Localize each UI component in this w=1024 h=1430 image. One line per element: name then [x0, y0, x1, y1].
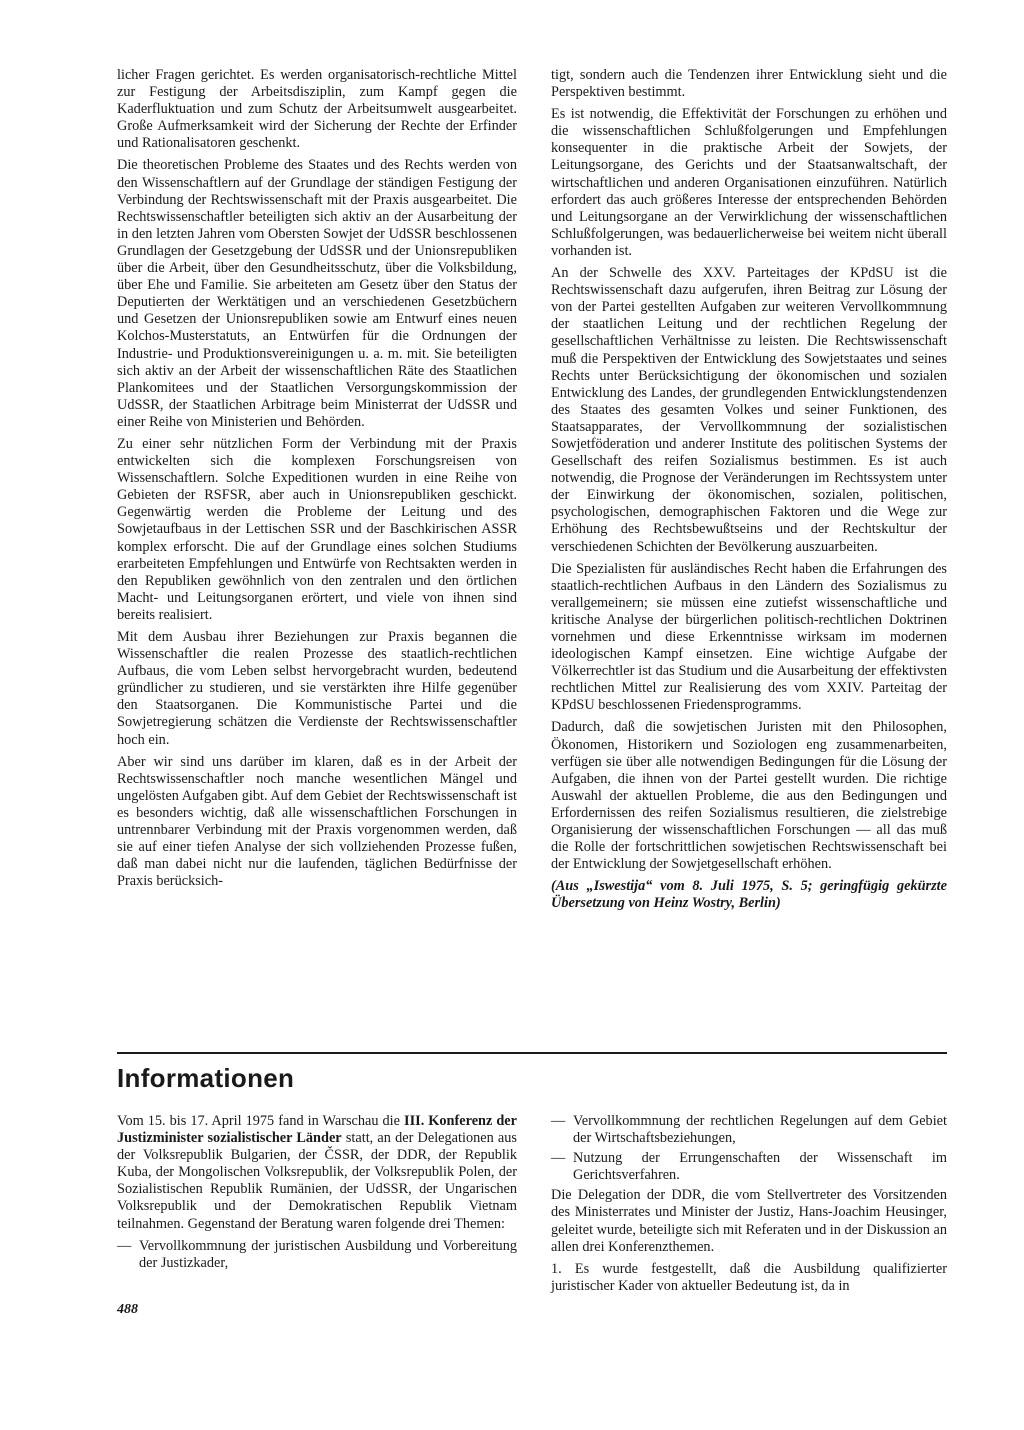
- paragraph: Die Spezialisten für ausländisches Recht haben die Erfahrungen des staatlich-rechtlichen Aufbaus in den Ländern des Sozialismus zu verallgemeinern; sie müssen eine zutiefst wissenschaftliche und kritische Analyse der bürgerlichen politisch-rechtlichen Doktrinen vornehmen und diese Erkenntnisse wirksam im modernen ideologischen Kampf einsetzen. Eine wichtige Aufgabe der Völkerrechtler ist das Studium und die Ausarbeitung der effektivsten rechtlichen Mittel zur Realisierung des vom XXIV. Parteitag der KPdSU beschlossenen Friedensprogramms.: [551, 560, 947, 714]
- section-title: Informationen: [117, 1063, 295, 1093]
- list-item: [117, 1238, 517, 1272]
- paragraph: Die theoretischen Probleme des Staates und des Rechts werden von den Wissenschaftlern auf der Grundlage der ständigen Festigung der Verbindung der Rechtswissenschaft mit der Praxis ausgearbeitet. Die Rechtswissenschaftler beteiligten sich aktiv an der Ausarbeitung der in den letzten Jahren vom Obersten Sowjet der UdSSR beschlossenen Grundlagen der Gesetzgebung der UdSSR und der Unionsrepubliken über die Arbeit, über den Gesundheitsschutz, über die Volksbildung, über Ehe und Familie. Sie arbeiteten am Gesetz über den Status der Deputierten der Werktätigen und an verschiedenen Gesetzbüchern und Gesetzen der Unionsrepubliken sowie am Entwurf eines neuen Kolchos-Musterstatuts, an Entwürfen für die Ordnungen der Industrie- und Produktionsvereinigungen u. a. m. mit. Sie beteiligten sich aktiv an der Arbeit der wissenschaftlichen Räte des Staatlichen Plankomitees und der Staatlichen Versorgungskommission der UdSSR, der Staatlichen Arbitrage beim Ministerrat der UdSSR und einer Reihe von Ministerien und Behörden.: [117, 157, 517, 430]
- intro-start: Vom 15. bis 17. April 1975 fand in Warschau die: [117, 1113, 400, 1129]
- paragraph: Dadurch, daß die sowjetischen Juristen mit den Philosophen, Ökonomen, Historikern und Soziologen eng zusammenarbeiten, verfügen sie über alle notwendigen Bedingungen für die Lösung der Aufgaben, die ihnen von der Partei gestellt wurden. Die richtige Auswahl der aktuellen Probleme, die aus den Bedingungen und Erfordernissen des reifen Sozialismus resultieren, die zielstrebige Organisierung der wissenschaftlichen Forschungen — all das muß die Rolle der fortschrittlichen sowjetischen Rechtswissenschaft bei der Entwicklung der Sowjetgesellschaft erhöhen.: [551, 719, 947, 873]
- informationen-left-column: [117, 1113, 517, 1275]
- dash-bullet: —: [551, 1150, 566, 1167]
- paragraph: Zu einer sehr nützlichen Form der Verbindung mit der Praxis entwickelten sich die komplexen Forschungsreisen von Wissenschaftlern. Solche Expeditionen wurden in eine Reihe von Gebieten der RSFSR, aber auch in Unionsrepubliken geschickt. Gegenwärtig werden die Probleme der Leitung und des Sowjetaufbaus in der Lettischen SSR und der Baschkirischen ASSR komplex erforscht. Die auf der Grundlage eines solchen Studiums erarbeiteten Empfehlungen und Entwürfe von Rechtsakten werden in den Republiken gewöhnlich von den zentralen und den örtlichen Macht- und Leitungsorganen erörtert, und viele von ihnen sind bereits realisiert.: [117, 435, 517, 623]
- theme-text: Vervollkommnung der rechtlichen Regelungen auf dem Gebiet der Wirtschaftsbeziehungen,: [573, 1113, 947, 1147]
- list-item: [551, 1113, 947, 1147]
- theme-text: Nutzung der Errungenschaften der Wissenschaft im Gerichtsverfahren.: [573, 1150, 947, 1184]
- dash-bullet: —: [117, 1237, 132, 1254]
- list-item: [551, 1150, 947, 1184]
- paragraph: Aber wir sind uns darüber im klaren, daß es in der Arbeit der Rechtswissenschaftler noch manche wesentlichen Mängel und ungelösten Aufgaben gibt. Auf dem Gebiet der Rechtswissenschaft ist es besonders wichtig, daß alle wissenschaftlichen Forschungen in untrennbarer Verbindung mit der Praxis vorgenommen werden, daß sie auf einer tiefen Analyse der sich vollziehenden Prozesse fußen, daß man dabei nicht nur die laufenden, täglichen Bedürfnisse der Praxis berücksich-: [117, 753, 517, 890]
- point-1-paragraph: 1. Es wurde festgestellt, daß die Ausbildung qualifizierter juristischer Kader von aktueller Bedeutung ist, da in: [551, 1260, 947, 1294]
- article-right-column: [551, 67, 947, 918]
- source-note: (Aus „Iswestija“ vom 8. Juli 1975, S. 5; geringfügig gekürzte Übersetzung von Heinz Wostry, Berlin): [551, 878, 947, 912]
- delegation-paragraph: Die Delegation der DDR, die vom Stellvertreter des Vorsitzenden des Ministerrates und Minister der Justiz, Hans-Joachim Heusinger, geleitet wurde, beteiligte sich mit Referaten und in der Diskussion an allen drei Konferenzthemen.: [551, 1187, 947, 1255]
- article-left-column: [117, 67, 517, 895]
- section-divider: [117, 1052, 947, 1054]
- intro-rest: statt, an der Delegationen aus der Volksrepublik Bulgarien, der ČSSR, der DDR, der Republik Kuba, der Mongolischen Volksrepublik, der Volksrepublik Polen, der Sozialistischen Republik Rumänien, der UdSSR, der Ungarischen Volksrepublik und der Demokratischen Republik Vietnam teilnahmen. Gegenstand der Beratung waren folgende drei Themen:: [117, 1130, 517, 1232]
- paragraph: Es ist notwendig, die Effektivität der Forschungen zu erhöhen und die wissenschaftlichen Schlußfolgerungen und Empfehlungen konsequenter in die praktische Arbeit der Sowjets, der Leitungsorgane, des Gerichts und der Staatsanwaltschaft, der wirtschaftlichen und anderen Organisationen einzuführen. Natürlich erfordert das auch größeres Interesse der entsprechenden Behörden und Leitungsorgane an der Verwirklichung der wissenschaftlichen Schlußfolgerungen, was bedauerlicherweise bei weitem nicht überall vorhanden ist.: [551, 106, 947, 259]
- paragraph: An der Schwelle des XXV. Parteitages der KPdSU ist die Rechtswissenschaft dazu aufgerufen, ihren Beitrag zur Lösung der von der Partei gestellten Aufgaben zur weiteren Vervollkommnung der staatlichen Leitung und der rechtlichen Regelung der gesellschaftlichen Verhältnisse zu leisten. Die Rechtswissenschaft muß die Perspektiven der Entwicklung des Sowjetstaates und seines Rechts unter Berücksichtigung der ökonomischen und sozialen Entwicklung des Landes, der grundlegenden Entwicklungstendenzen des Staates des gesamten Volkes und seiner Funktionen, des Staatsapparates, der Vervollkommnung der sozialistischen Sowjetföderation und anderer Institute des politischen Systems der Gesellschaft des reifen Sozialismus bestimmen. Es ist auch notwendig, die Prognose der Veränderungen im Rechtssystem unter der Einwirkung der ökonomischen, sozialen, politischen, psychologischen, demographischen Faktoren und die Wege zur Erhöhung des Rechtsbewußtseins und der Rechtskultur der verschiedenen Schichten der Bevölkerung auszuarbeiten.: [551, 265, 947, 555]
- paragraph: licher Fragen gerichtet. Es werden organisatorisch-rechtliche Mittel zur Festigung der Arbeitsdisziplin, zum Kampf gegen die Kaderfluktuation und zum Schutz der Arbeitsumwelt ausgearbeitet. Große Aufmerksamkeit wird der Sicherung der Rechte der Erfinder und Rationalisatoren geschenkt.: [117, 67, 517, 152]
- dash-bullet: —: [551, 1113, 566, 1129]
- paragraph: tigt, sondern auch die Tendenzen ihrer Entwicklung sieht und die Perspektiven bestimmt.: [551, 67, 947, 101]
- intro-paragraph: [117, 1113, 517, 1233]
- paragraph: Mit dem Ausbau ihrer Beziehungen zur Praxis begannen die Wissenschaftler die realen Prozesse des staatlich-rechtlichen Aufbaus, die vom Leben selbst hervorgebracht wurden, bedeutend gründlicher zu studieren, und sie verstärkten ihre Hilfe gegenüber den Staatsorganen. Die Kommunistische Partei und die Sowjetregierung schätzen die Verdienste der Rechtswissenschaftler hoch ein.: [117, 629, 517, 748]
- conference-name: III. Konferenz der Justizminister sozialistischer Länder: [117, 1113, 517, 1147]
- page-number: 488: [117, 1302, 138, 1317]
- theme-text: Vervollkommnung der juristischen Ausbildung und Vorbereitung der Justizkader,: [139, 1237, 517, 1271]
- informationen-right-column: [551, 1113, 947, 1300]
